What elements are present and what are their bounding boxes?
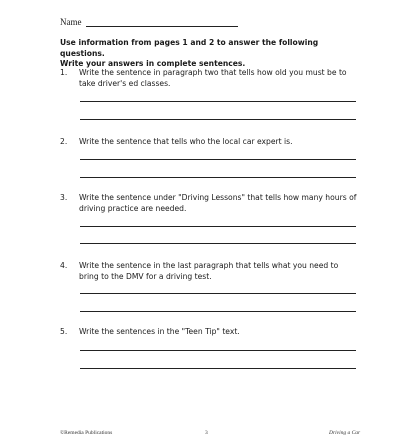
answer-line[interactable]: [80, 293, 356, 294]
answer-line[interactable]: [80, 101, 356, 102]
question-number: 2.: [60, 137, 68, 146]
question-number: 5.: [60, 327, 68, 336]
answer-line[interactable]: [80, 159, 356, 160]
name-field-line[interactable]: [86, 17, 238, 27]
name-label: Name: [60, 17, 82, 27]
answer-line[interactable]: [80, 177, 356, 178]
question-text: Write the sentence in the last paragraph that tells what you need to bring to the DMV for a driving test.: [79, 261, 339, 281]
question-2: [60, 136, 360, 147]
footer-title: Driving a Car: [329, 430, 361, 436]
footer-publisher: ©Remedia Publications: [60, 430, 113, 436]
question-3: [60, 192, 360, 214]
answer-line[interactable]: [80, 119, 356, 120]
question-text: Write the sentence in paragraph two that tells how old you must be to take driver's ed classes.: [79, 68, 347, 88]
question-1: [60, 67, 360, 89]
question-5: [60, 326, 360, 337]
question-number: 1.: [60, 68, 68, 77]
answer-line[interactable]: [80, 243, 356, 244]
instructions: Use information from pages 1 and 2 to answer the following questions. Write your answers in complete sentences.: [60, 38, 319, 68]
answer-line[interactable]: [80, 226, 356, 227]
question-text: Write the sentence under "Driving Lessons" that tells how many hours of driving practice are needed.: [79, 193, 357, 213]
question-number: 4.: [60, 261, 68, 270]
name-row: [60, 17, 238, 27]
question-number: 3.: [60, 193, 68, 202]
footer-page-number: 3: [205, 430, 208, 436]
answer-line[interactable]: [80, 311, 356, 312]
answer-line[interactable]: [80, 350, 356, 351]
question-text: Write the sentence that tells who the local car expert is.: [79, 137, 293, 146]
question-text: Write the sentences in the "Teen Tip" text.: [79, 327, 240, 336]
question-4: [60, 260, 360, 282]
answer-line[interactable]: [80, 368, 356, 369]
